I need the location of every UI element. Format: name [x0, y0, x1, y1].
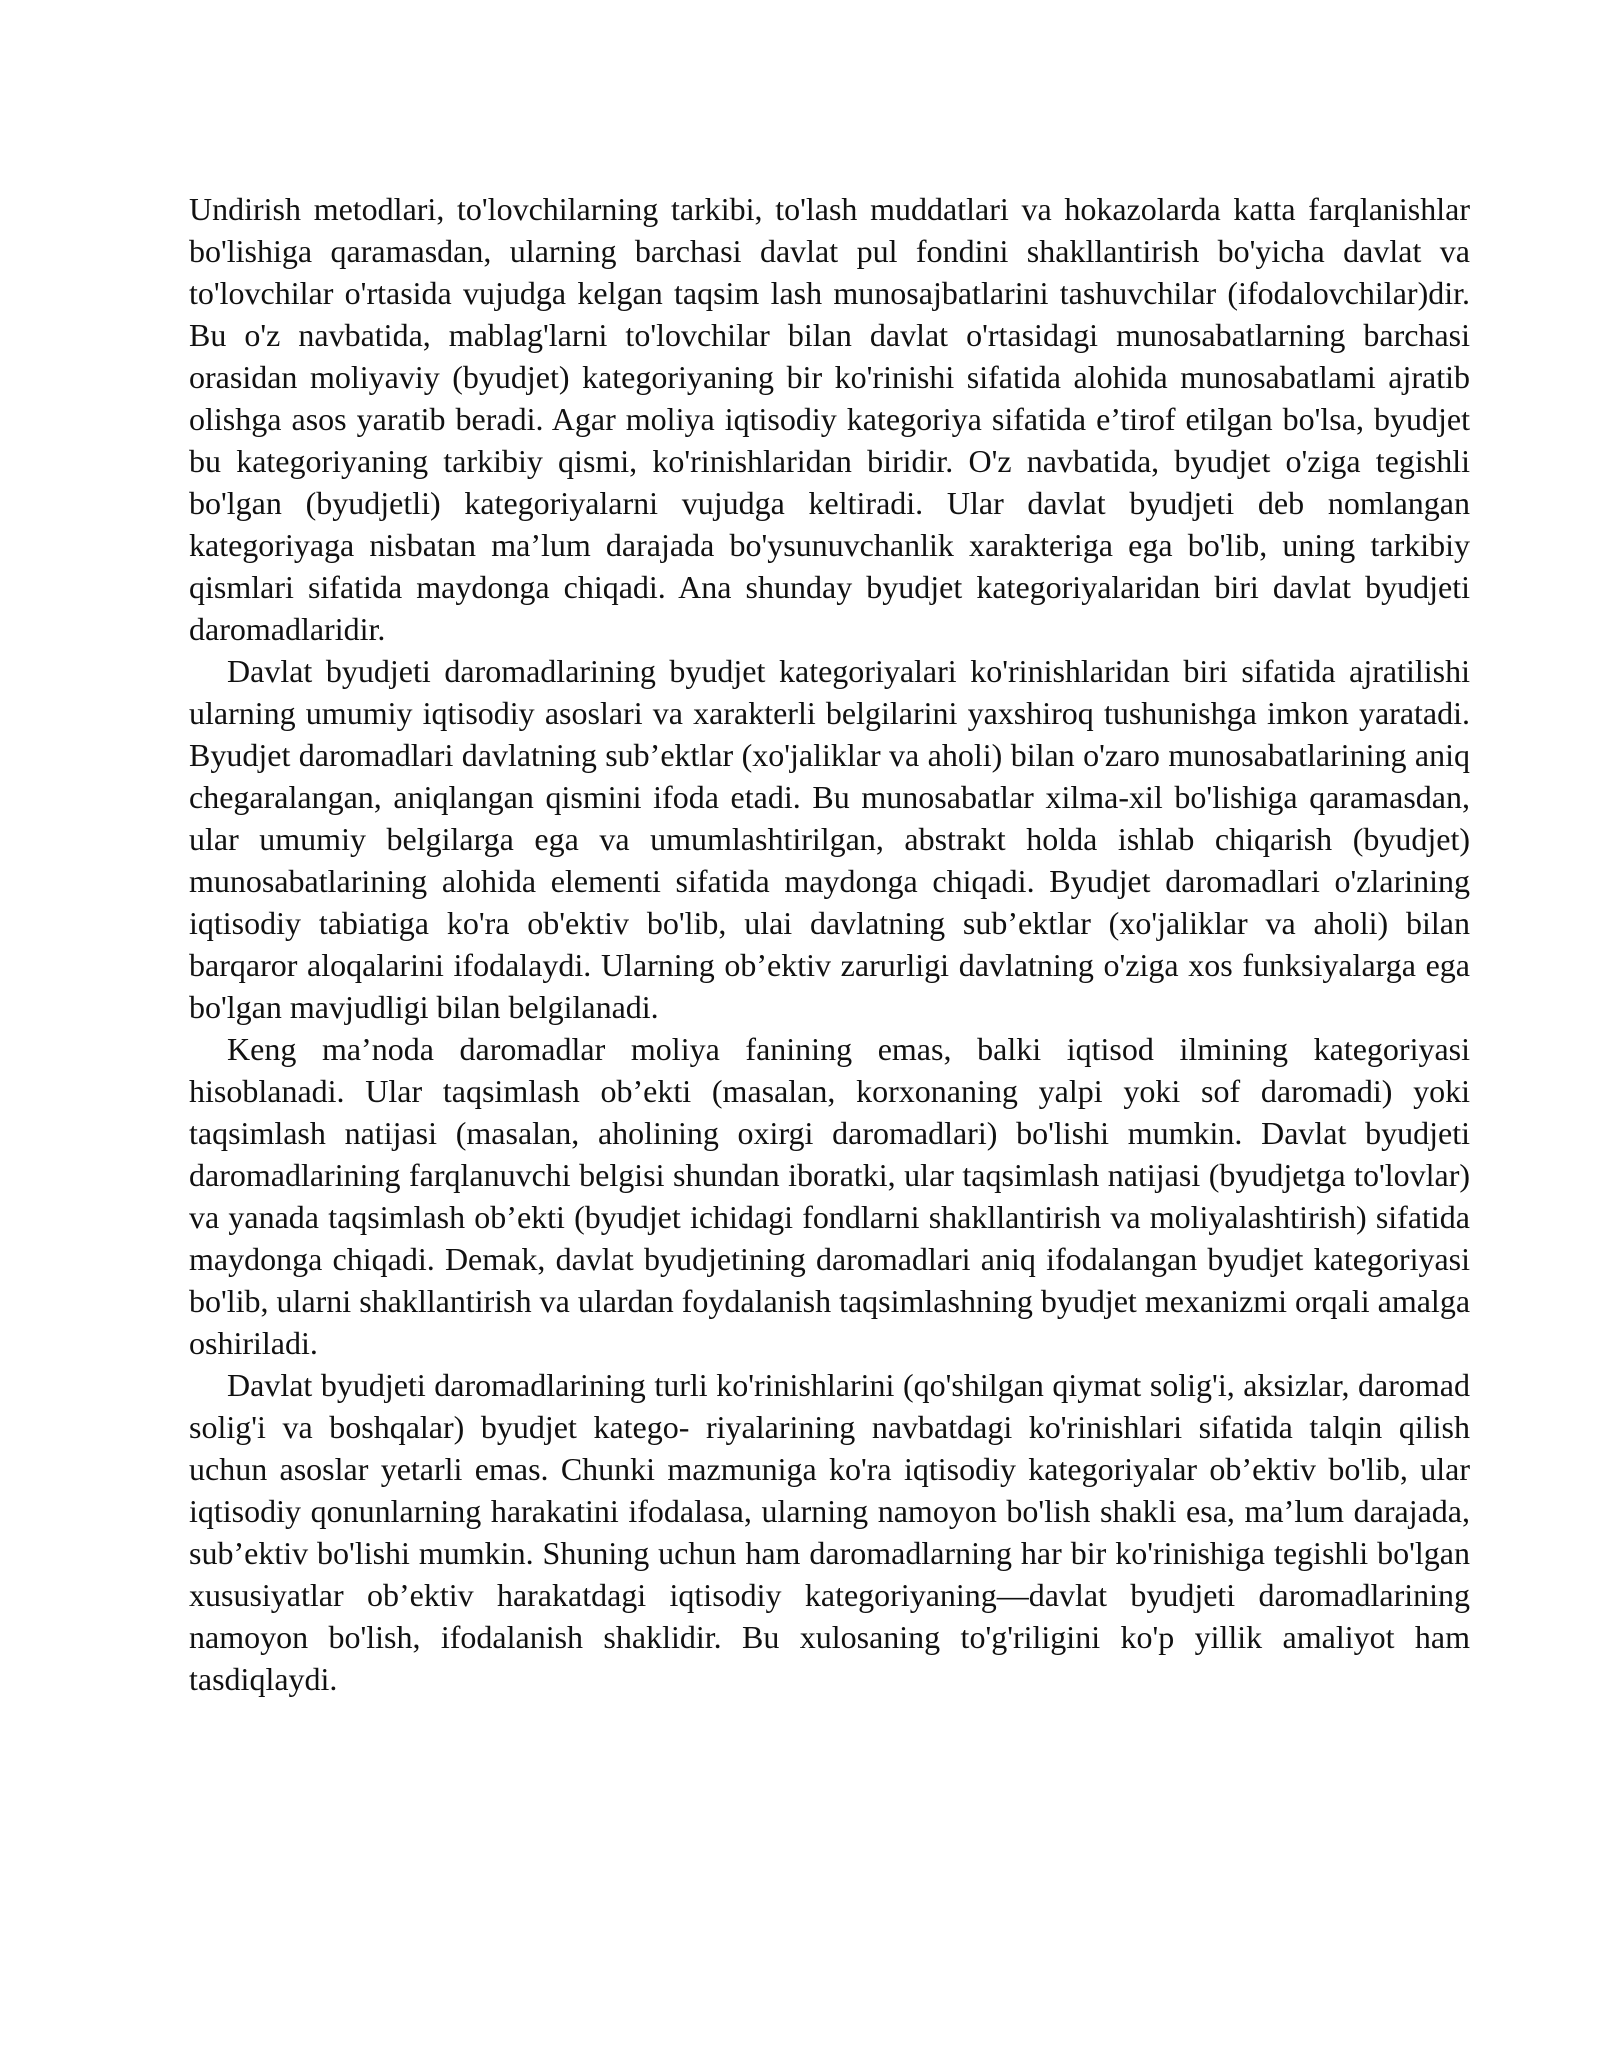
paragraph-4: Davlat byudjeti daromadlarining turli ko'rinishlarini (qo'shilgan qiymat solig'i, aksizlar, daromad solig'i va boshqalar) byudjet katego- riyalarining navbatdagi ko'rinishlari sifatida talqin qilish uchun asoslar yetarli emas. Chunki mazmuniga ko'ra iqtisodiy kategoriyalar ob’ektiv bo'lib, ular iqtisodiy qonunlarning harakatini ifodalasa, ularning namoyon bo'lish shakli esa, ma’lum darajada, sub’ektiv bo'lishi mumkin. Shuning uchun ham daromadlarning har bir ko'rinishiga tegishli bo'lgan xususiyatlar ob’ektiv harakatdagi iqtisodiy kategoriyaning—davlat byudjeti daromadlarining namoyon bo'lish, ifodalanish shaklidir. Bu xulosaning to'g'riligini ko'p yillik amaliyot ham tasdiqlaydi.	[189, 1367, 1470, 1697]
body-text	[189, 188, 1470, 1700]
paragraph-1: Undirish metodlari, to'lovchilarning tarkibi, to'lash muddatlari va hokazolarda katta farqlanishlar bo'lishiga qaramasdan, ularning barchasi davlat pul fondini shakllantirish bo'yicha davlat va to'lovchilar o'rtasida vujudga kelgan taqsim lash munosajbatlarini tashuvchilar (ifodalovchilar)dir. Bu o'z navbatida, mablag'larni to'lovchilar bilan davlat o'rtasidagi munosabatlarning barchasi orasidan moliyaviy (byudjet) kategoriyaning bir ko'rinishi sifatida alohida munosabatlami ajratib olishga asos yaratib beradi. Agar moliya iqtisodiy kategoriya sifatida e’tirof etilgan bo'lsa, byudjet bu kategoriyaning tarkibiy qismi, ko'rinishlaridan biridir. O'z navbatida, byudjet o'ziga tegishli bo'lgan (byudjetli) kategoriyalarni vujudga keltiradi. Ular davlat byudjeti deb nomlangan kategoriyaga nisbatan ma’lum darajada bo'ysunuvchanlik xarakteriga ega bo'lib, uning tarkibiy qismlari sifatida maydonga chiqadi. Ana shunday byudjet kategoriyalaridan biri davlat byudjeti daromadlaridir.	[189, 191, 1470, 647]
paragraph-2: Davlat byudjeti daromadlarining byudjet kategoriyalari ko'rinishlaridan biri sifatida ajratilishi ularning umumiy iqtisodiy asoslari va xarakterli belgilarini yaxshiroq tushunishga imkon yaratadi. Byudjet daromadlari davlatning sub’ektlar (xo'jaliklar va aholi) bilan o'zaro munosabatlarining aniq chegaralangan, aniqlangan qismini ifoda etadi. Bu munosabatlar xilma-xil bo'lishiga qaramasdan, ular umumiy belgilarga ega va umumlashtirilgan, abstrakt holda ishlab chiqarish (byudjet) munosabatlarining alohida elementi sifatida maydonga chiqadi. Byudjet daromadlari o'zlarining iqtisodiy tabiatiga ko'ra ob'ektiv bo'lib, ulai davlatning sub’ektlar (xo'jaliklar va aholi) bilan barqaror aloqalarini ifodalaydi. Ularning ob’ektiv zarurligi davlatning o'ziga xos funksiyalarga ega bo'lgan mavjudligi bilan belgilanadi.	[189, 653, 1470, 1025]
paragraph-3: Keng ma’noda daromadlar moliya fanining emas, balki iqtisod ilmining kategoriyasi hisoblanadi. Ular taqsimlash ob’ekti (masalan, korxonaning yalpi yoki sof daromadi) yoki taqsimlash natijasi (masalan, aholining oxirgi daromadlari) bo'lishi mumkin. Davlat byudjeti daromadlarining farqlanuvchi belgisi shundan iboratki, ular taqsimlash natijasi (byudjetga to'lovlar) va yanada taqsimlash ob’ekti (byudjet ichidagi fondlarni shakllantirish va moliyalashtirish) sifatida maydonga chiqadi. Demak, davlat byudjetining daromadlari aniq ifodalangan byudjet kategoriyasi bo'lib, ularni shakllantirish va ulardan foydalanish taqsimlashning byudjet mexanizmi orqali amalga oshiriladi.	[189, 1031, 1471, 1361]
